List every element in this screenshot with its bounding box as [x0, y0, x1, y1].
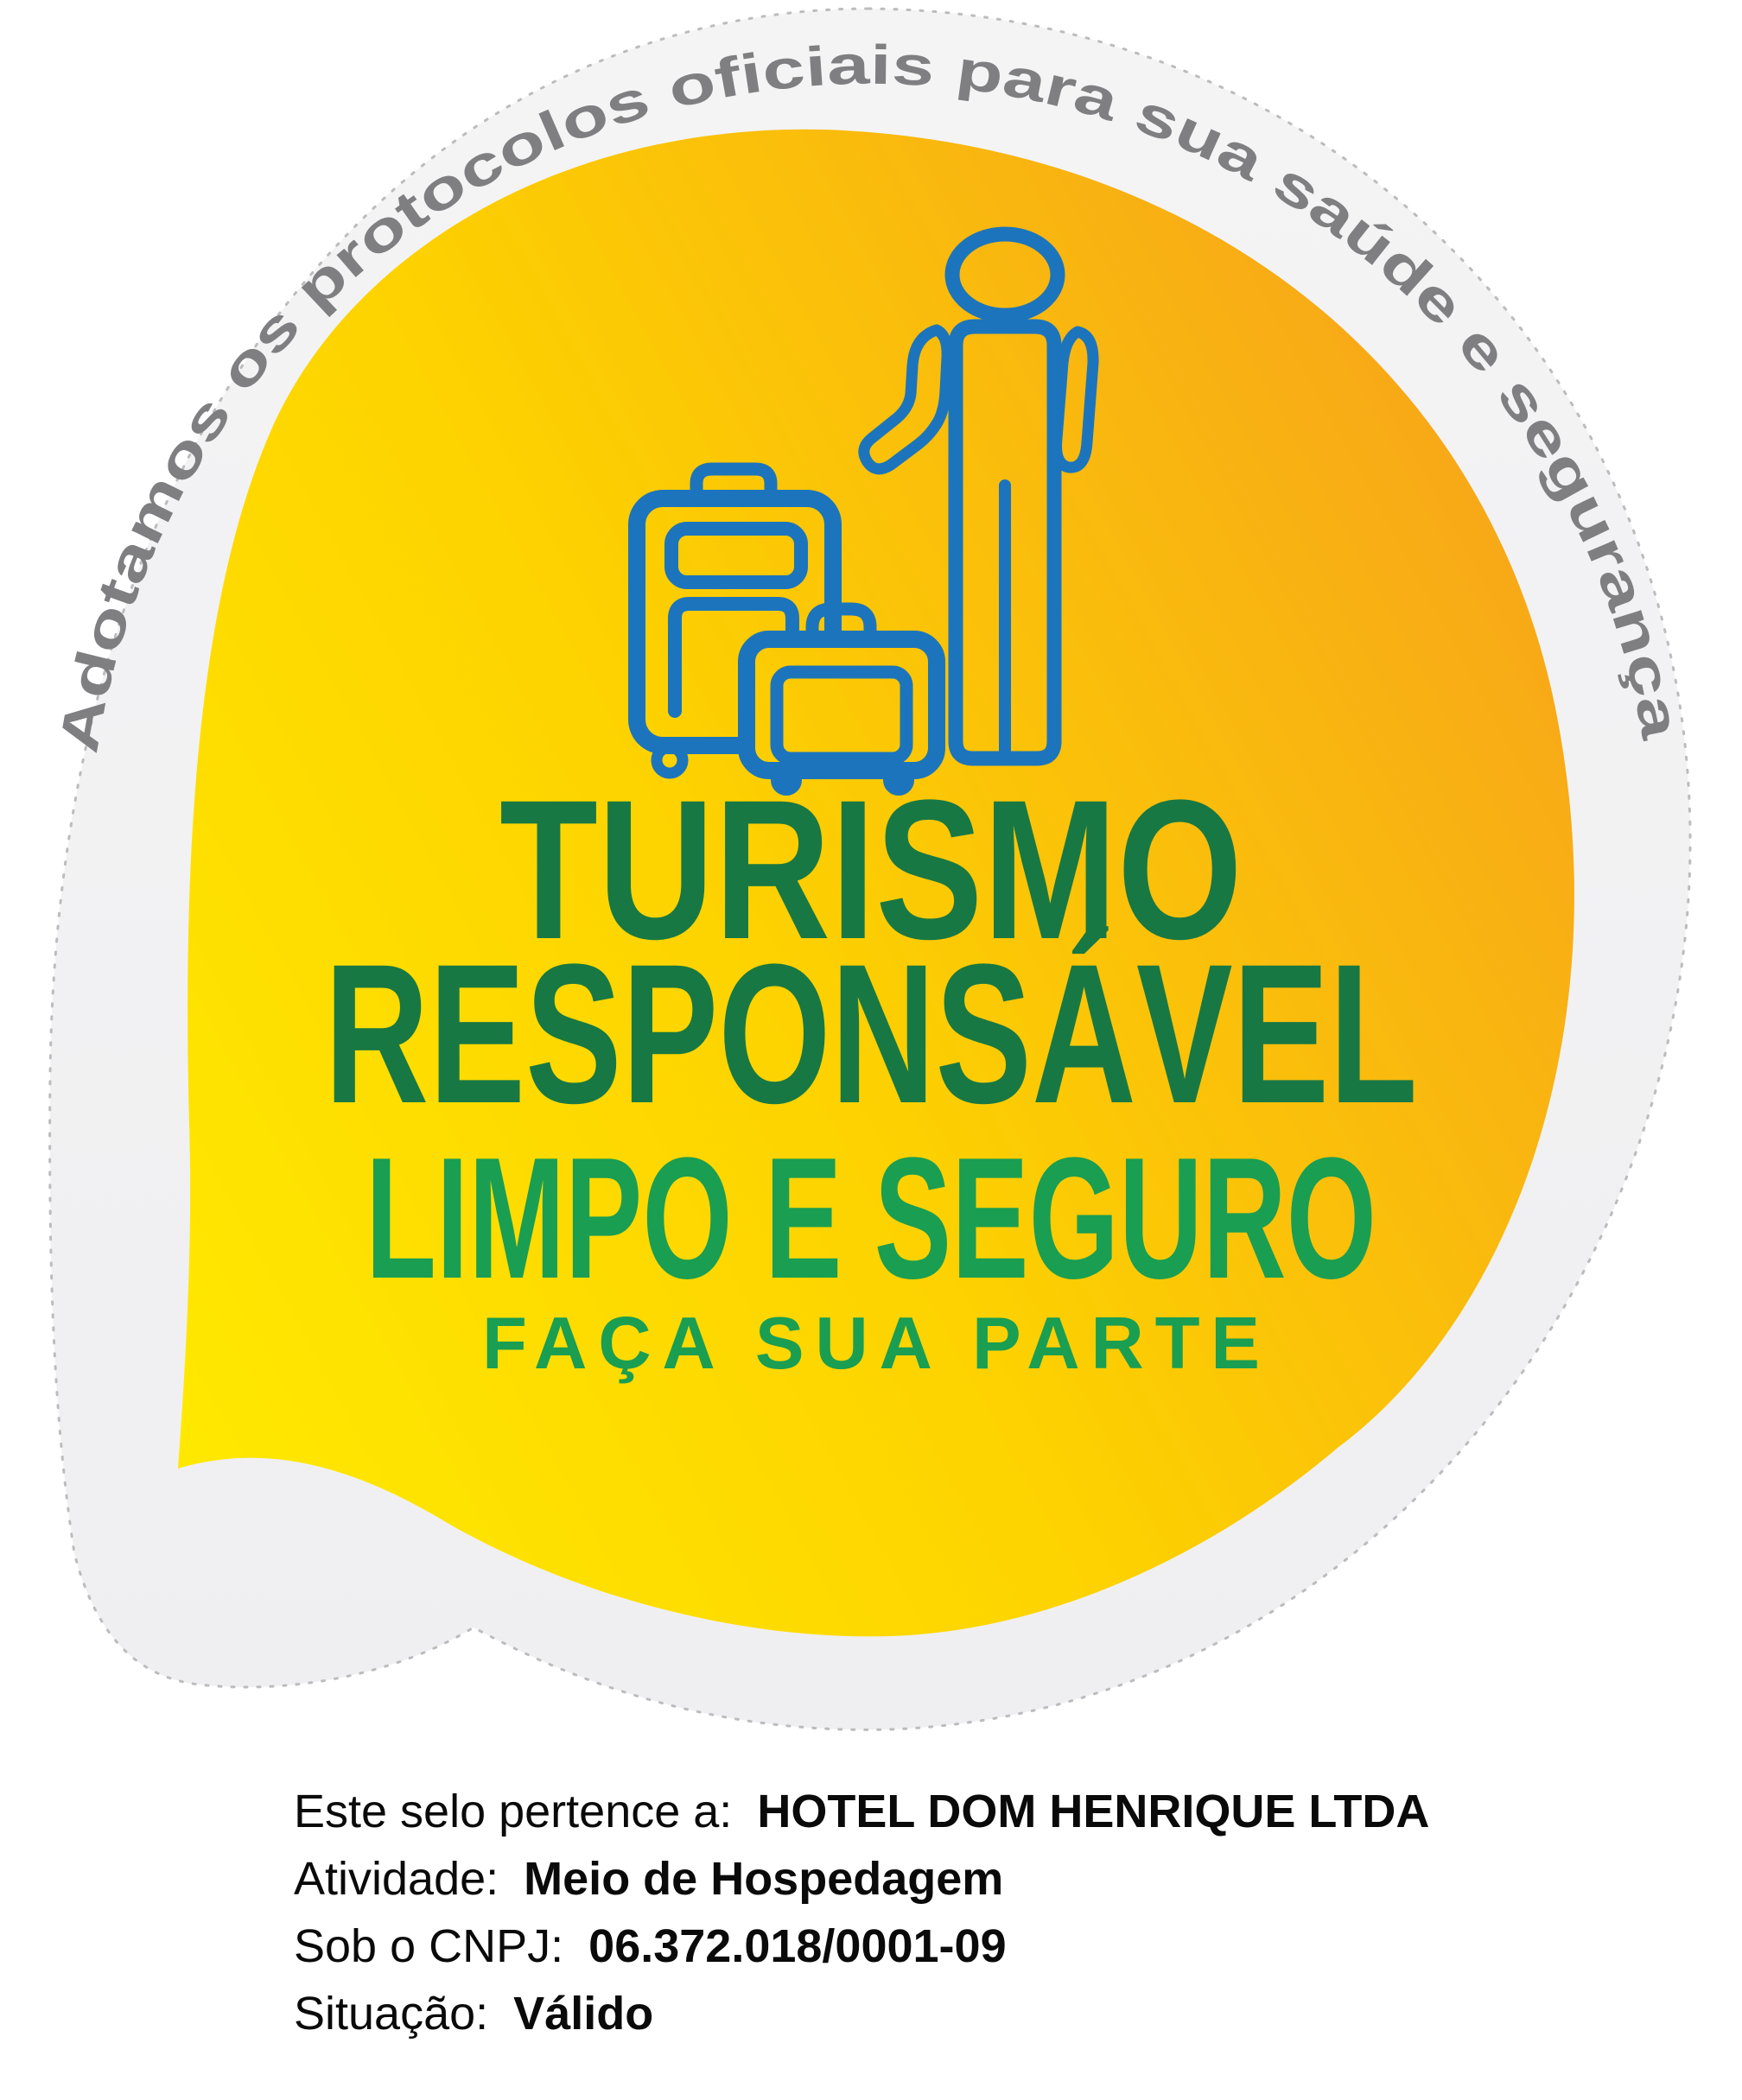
seal-headline-line2: RESPONSÁVEL: [324, 923, 1418, 1145]
certificate-line-cnpj: [294, 1920, 1007, 1972]
person-right-arm: [1057, 332, 1094, 467]
certificate-value: 06.372.018/0001-09: [588, 1920, 1007, 1972]
certificate-line-owner: [294, 1786, 1429, 1837]
seal: [47, 9, 1692, 1729]
certificate-value: Meio de Hospedagem: [524, 1853, 1004, 1905]
certificate-line-activity: [294, 1853, 1003, 1905]
certificate-label: Sob o CNPJ:: [294, 1920, 564, 1972]
certificate-line-status: [294, 1988, 653, 2040]
certificate-value: HOTEL DOM HENRIQUE LTDA: [757, 1786, 1430, 1837]
certificate-label: Situação:: [294, 1988, 489, 2040]
certificate-label: Atividade:: [294, 1853, 499, 1905]
status-value: Válido: [513, 1988, 654, 2040]
certificate-info: [294, 1786, 1429, 2040]
certificate-label: Este selo pertence a:: [294, 1786, 733, 1837]
seal-tagline: FAÇA SUA PARTE: [482, 1303, 1260, 1385]
seal-subheadline: LIMPO E SEGURO: [366, 1122, 1376, 1315]
seal-headline-line1: TURISMO: [499, 758, 1243, 980]
arc-text: Adotamos os protocolos oficiais para sua saúde e segurança: [47, 33, 1691, 758]
